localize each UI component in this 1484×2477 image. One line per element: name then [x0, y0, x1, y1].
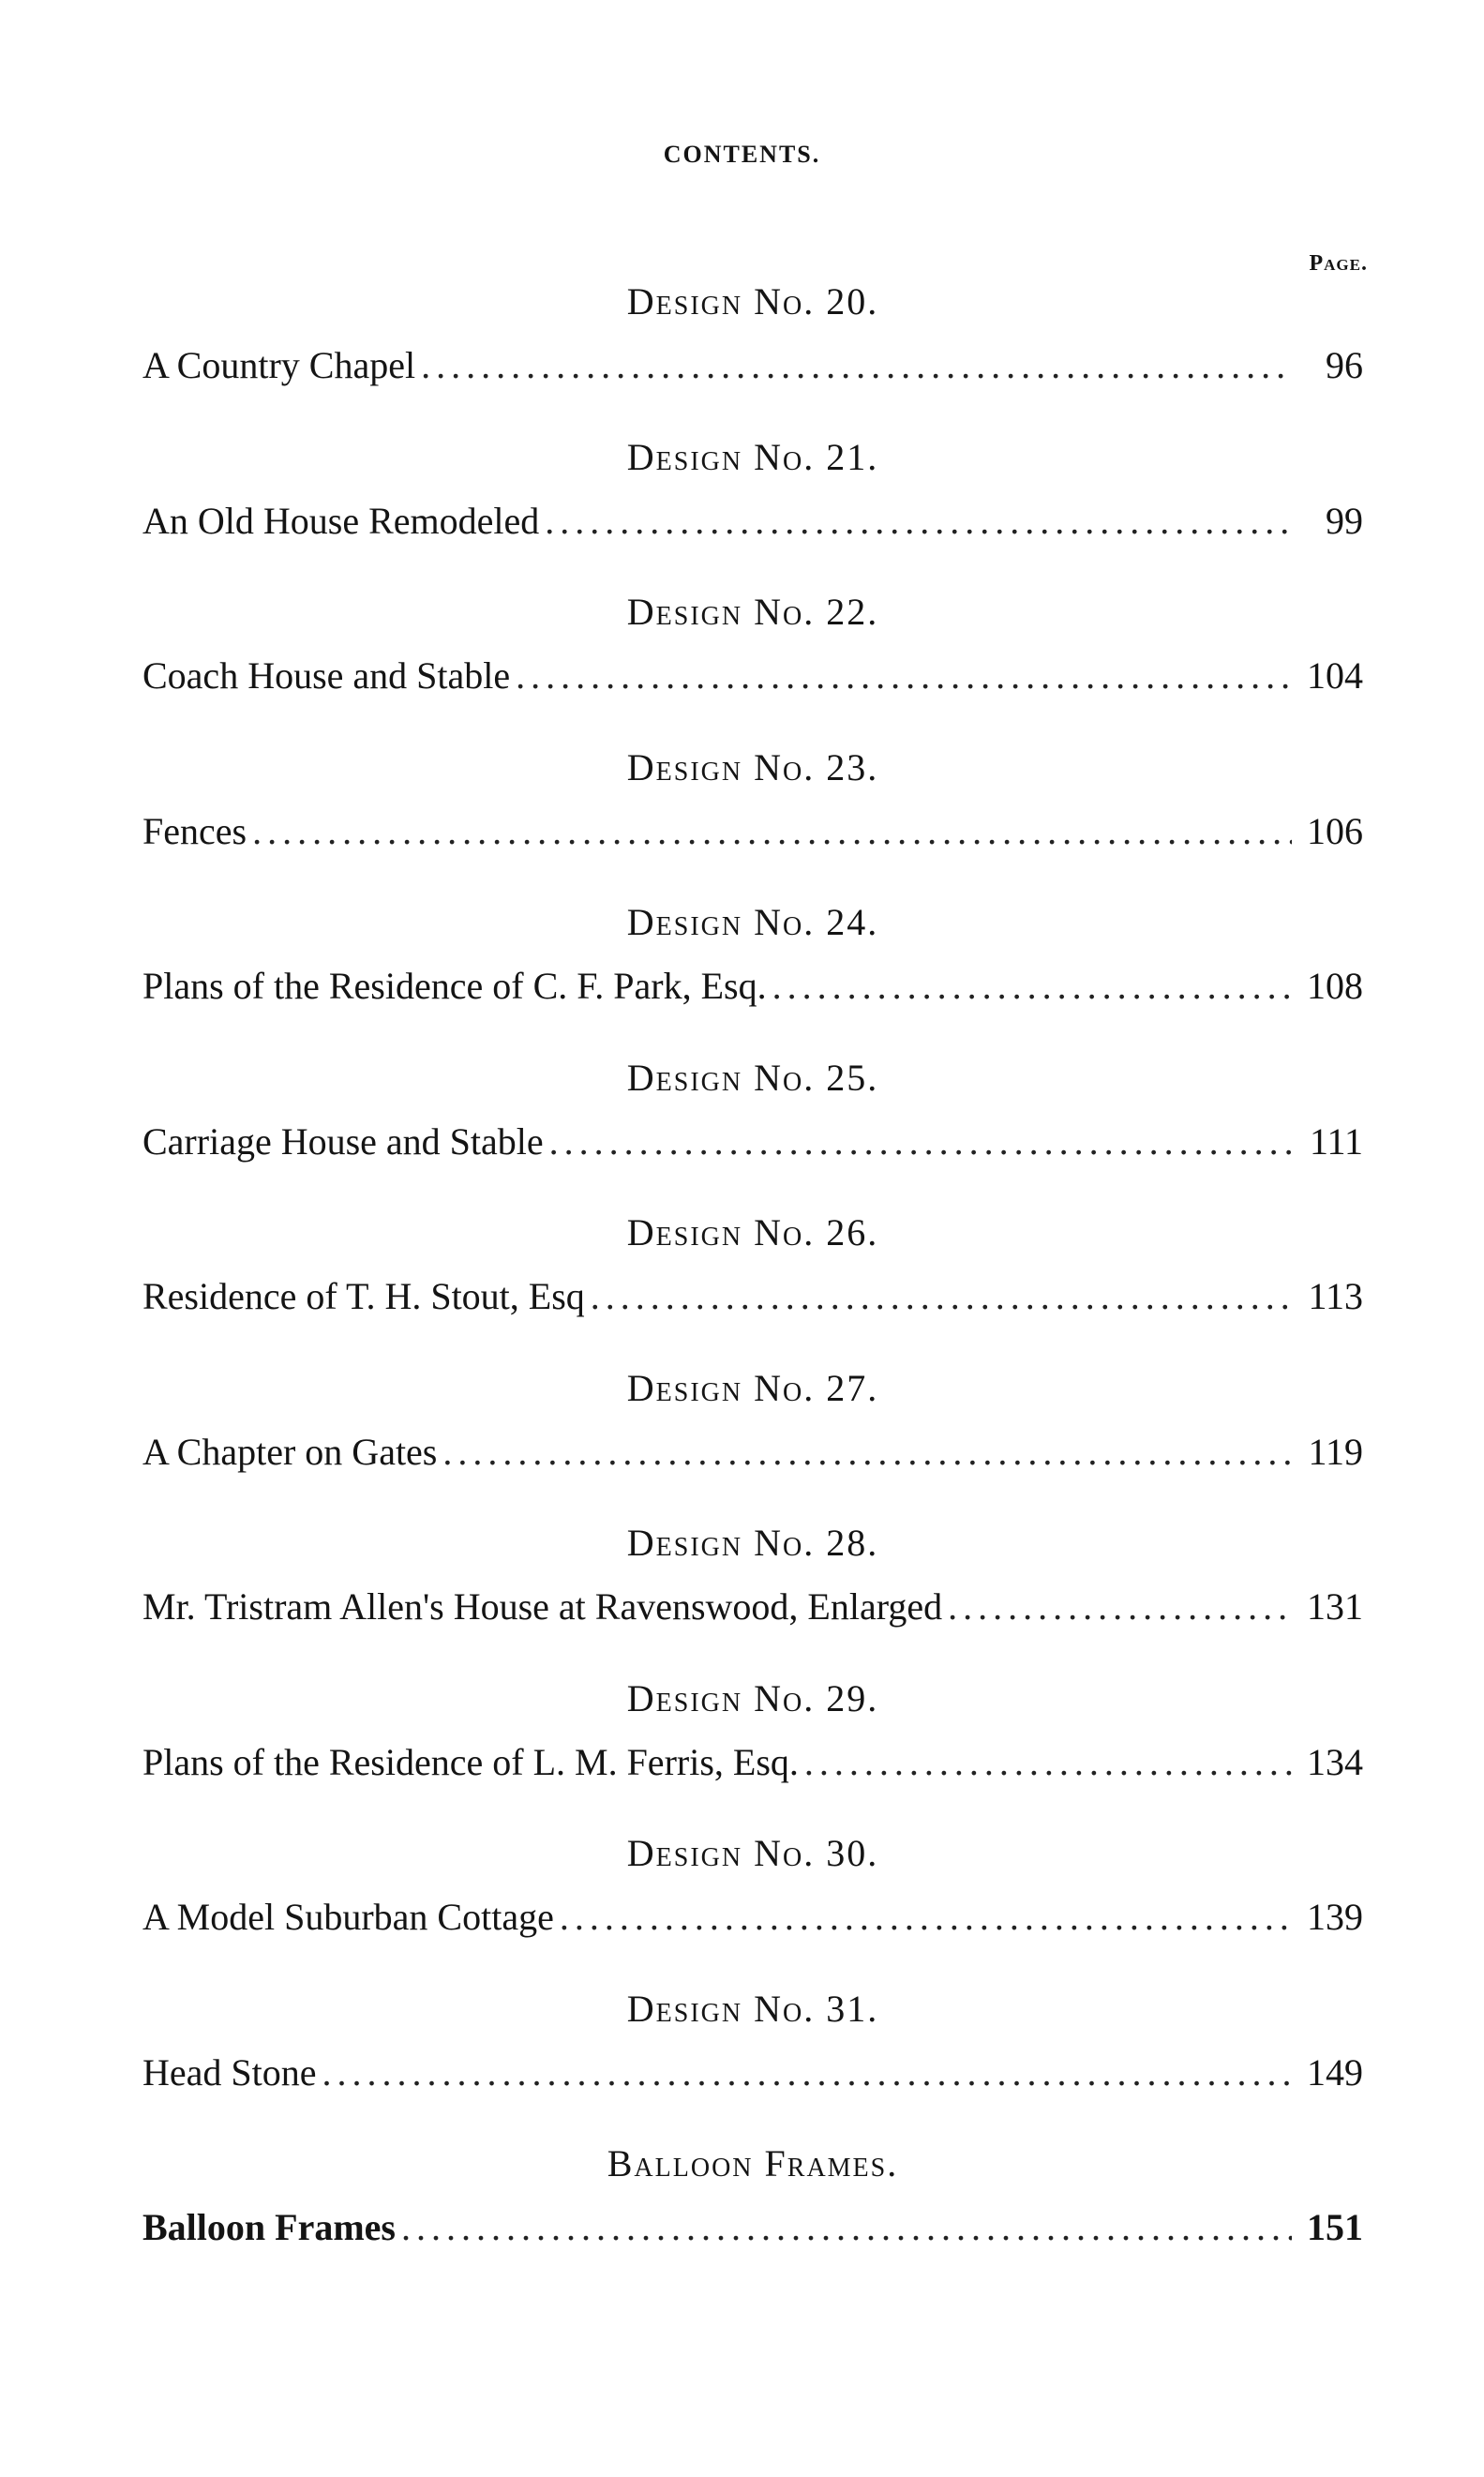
dot-leader	[401, 2199, 1292, 2256]
entry-title: Mr. Tristram Allen's House at Ravenswood, Enlarged	[142, 1585, 943, 1628]
entry-title: An Old House Remodeled	[142, 499, 540, 542]
section-heading: Design No. 23.	[626, 745, 879, 788]
entry-title: Balloon Frames	[142, 2206, 396, 2248]
section-heading: Balloon Frames.	[607, 2142, 899, 2184]
toc-section-design-22	[142, 584, 1363, 740]
toc-section-design-20	[142, 274, 1363, 429]
entry-page-number: 134	[1307, 1740, 1363, 1783]
toc-section-design-30	[142, 1825, 1363, 1981]
toc-entry	[142, 2045, 1363, 2101]
page-column-label: Page.	[1309, 251, 1368, 276]
entry-page-number: 131	[1307, 1585, 1363, 1628]
toc-entry	[142, 648, 1363, 704]
entry-page-number: 113	[1308, 1275, 1363, 1317]
entry-page-number: 106	[1307, 809, 1363, 852]
dot-leader	[772, 958, 1292, 1014]
toc-section-design-27	[142, 1360, 1363, 1516]
toc-entry	[142, 1114, 1363, 1170]
toc-entry	[142, 803, 1363, 860]
page-title: CONTENTS.	[663, 141, 821, 168]
section-heading: Design No. 27.	[626, 1366, 879, 1409]
dot-leader	[442, 1424, 1292, 1480]
entry-page-number: 96	[1326, 344, 1363, 386]
dot-leader	[560, 1889, 1292, 1945]
entry-page-number: 99	[1326, 499, 1363, 542]
table-of-contents	[142, 274, 1363, 2291]
entry-title: Head Stone	[142, 2050, 317, 2094]
toc-entry	[142, 338, 1363, 394]
dot-leader	[948, 1579, 1292, 1635]
dot-leader	[545, 493, 1292, 549]
toc-entry	[142, 2199, 1363, 2256]
section-heading: Design No. 31.	[626, 1987, 879, 2030]
toc-entry	[142, 1579, 1363, 1635]
entry-page-number: 149	[1307, 2050, 1363, 2094]
toc-section-design-28	[142, 1515, 1363, 1671]
toc-entry	[142, 1889, 1363, 1945]
entry-title: Plans of the Residence of L. M. Ferris, Esq.	[142, 1740, 799, 1783]
toc-entry	[142, 1734, 1363, 1791]
toc-section-design-24	[142, 894, 1363, 1050]
entry-page-number: 104	[1307, 654, 1363, 697]
section-heading: Design No. 26.	[626, 1211, 879, 1254]
entry-title: Residence of T. H. Stout, Esq	[142, 1275, 585, 1317]
entry-title: Plans of the Residence of C. F. Park, Esq.	[142, 965, 767, 1007]
entry-page-number: 119	[1308, 1430, 1363, 1473]
dot-leader	[421, 338, 1292, 394]
dot-leader	[549, 1114, 1292, 1170]
entry-title: Coach House and Stable	[142, 654, 511, 697]
toc-section-design-29	[142, 1671, 1363, 1826]
toc-section-design-25	[142, 1050, 1363, 1206]
toc-section-design-23	[142, 740, 1363, 895]
section-heading: Design No. 21.	[626, 435, 879, 478]
toc-entry	[142, 493, 1363, 549]
toc-entry	[142, 1424, 1363, 1480]
entry-page-number: 151	[1307, 2206, 1363, 2248]
entry-page-number: 139	[1307, 1896, 1363, 1938]
toc-section-design-21	[142, 429, 1363, 585]
section-heading: Design No. 30.	[626, 1832, 879, 1874]
toc-section-design-31	[142, 1981, 1363, 2137]
dot-leader	[516, 648, 1292, 704]
section-heading: Design No. 25.	[626, 1056, 879, 1099]
entry-title: Fences	[142, 809, 247, 852]
dot-leader	[322, 2045, 1292, 2101]
entry-page-number: 111	[1309, 1119, 1363, 1163]
toc-entry	[142, 1269, 1363, 1325]
toc-entry	[142, 958, 1363, 1014]
entry-page-number: 108	[1307, 965, 1363, 1007]
toc-section-balloon-frames	[142, 2136, 1363, 2291]
dot-leader	[252, 803, 1292, 860]
toc-section-design-26	[142, 1205, 1363, 1360]
section-heading: Design No. 28.	[626, 1522, 879, 1564]
section-heading: Design No. 24.	[626, 901, 879, 943]
dot-leader	[804, 1734, 1292, 1791]
entry-title: A Chapter on Gates	[142, 1430, 438, 1473]
entry-title: A Model Suburban Cottage	[142, 1896, 554, 1938]
section-heading: Design No. 29.	[626, 1676, 879, 1719]
entry-title: A Country Chapel	[142, 344, 416, 386]
section-heading: Design No. 20.	[626, 280, 879, 323]
entry-title: Carriage House and Stable	[142, 1119, 544, 1163]
dot-leader	[591, 1269, 1292, 1325]
section-heading: Design No. 22.	[626, 591, 879, 633]
